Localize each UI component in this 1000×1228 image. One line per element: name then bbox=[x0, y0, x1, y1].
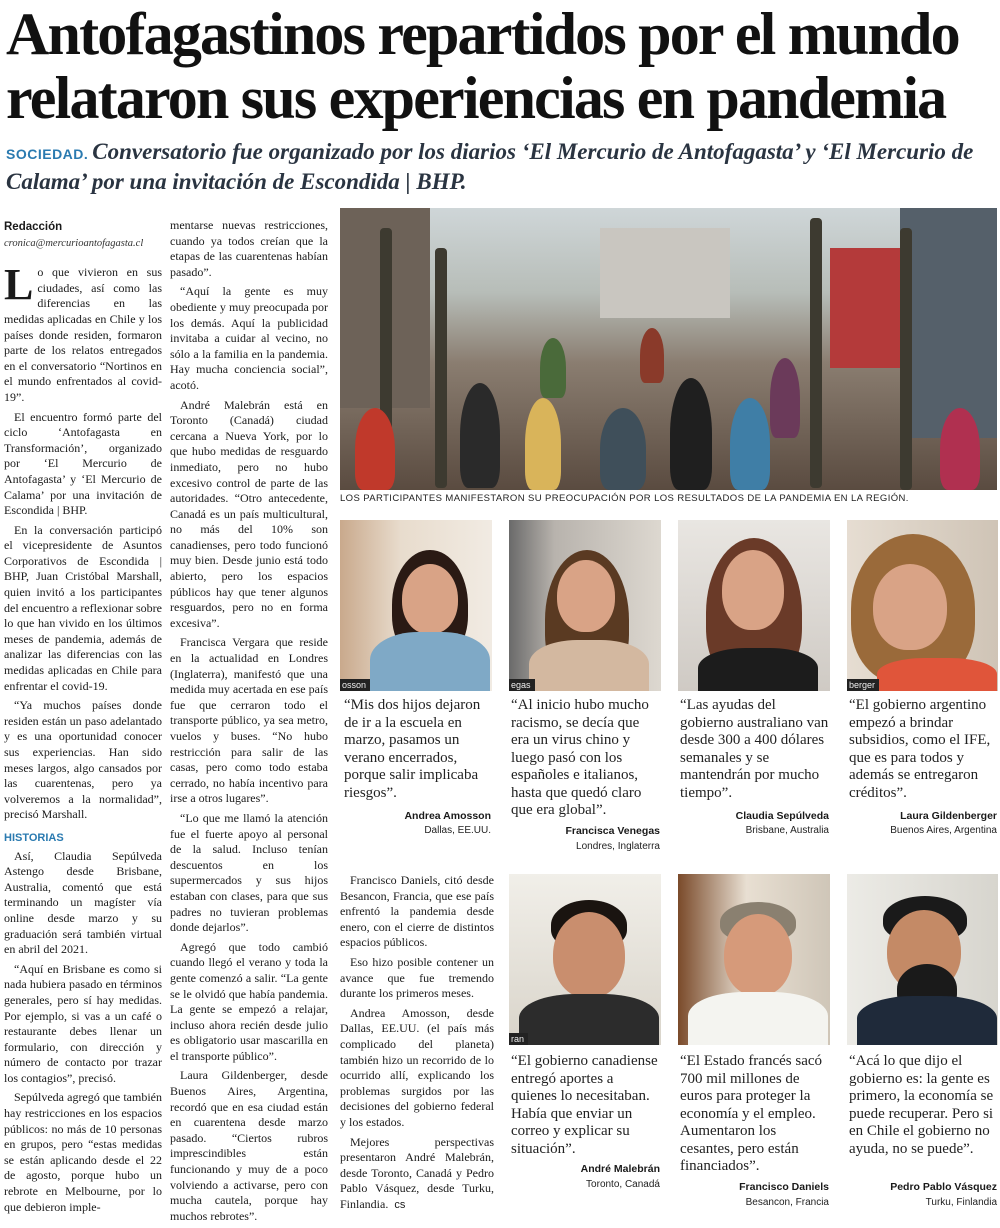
byline-email: cronica@mercurioantofagasta.cl bbox=[4, 237, 144, 249]
paragraph: “Ya muchos países donde residen están un paso adelantado y es una oportunidad conocer sus experiencias. Han sido meses largos, algo cansados por las cuarentenas, pero ya volveremos a la normalidad”, precisó Marshall. bbox=[4, 698, 162, 822]
quote-author-name: Francisca Venegas bbox=[565, 825, 660, 837]
article-column-2 bbox=[170, 218, 328, 1228]
paragraph: Laura Gildenberger, desde Buenos Aires, Argentina, recordó que en esa ciudad están en cuarentena desde marzo pasado. “Ciertos rubros imprescindibles están funcionando y muy de a poco volviendo a activarse, pero con mucha cautela, porque hay muchos rebrotes”. bbox=[170, 1068, 328, 1223]
paragraph: Agregó que todo cambió cuando llegó el verano y toda la gente comenzó a salir. “La gente se le olvidó que había pandemia. La gente se empezó a relajar, incluso ahora recién desde julio es obligatorio usar mascarilla en el transporte público”. bbox=[170, 939, 328, 1063]
paragraph: André Malebrán está en Toronto (Canadá) ciudad cercana a Nueva York, por lo que hubo medidas de resguardo inmediato, pero no hubo excesivo control de parte de las autoridades. “Otro antecedente, Canadá es un país multicultural, no más del 10% son canadienses, pero todo funcionó muy bien. Desde junio está todo abierto, pero los espacios públicos hay que tener algunos resguardos, pero no en forma excesiva”. bbox=[170, 397, 328, 630]
paragraph: Francisca Vergara que reside en la actualidad en Londres (Inglaterra), manifestó que una medida muy acertada en ese país fue que cerraron todo el transporte público, ya sea metro, vuelos y buses. “No hubo restricción para salir de las casas, pero como todo estaba cerrado, no había incentivo para irse a otros lugares”. bbox=[170, 635, 328, 806]
paragraph: “Lo que me llamó la atención fue el fuerte apoyo al personal de la salud. Incluso tenían descuentos en los supermercados y sus hijos estaban con clases, para que sus padres no tuvieran problemas donde dejarlos”. bbox=[170, 810, 328, 935]
pull-quote: “El Estado francés sacó 700 mil millones de euros para proteger la economía y el empleo. Aumentaron los cesantes, pero están financiados”. bbox=[680, 1053, 823, 1174]
quote-author-name: Laura Gildenberger bbox=[900, 810, 997, 822]
pull-quote: “Mis dos hijos dejaron de ir a la escuela en marzo, pasamos un verano encerrados, porque salir implicaba riesgos”. bbox=[344, 697, 481, 801]
subheading-text: Conversatorio fue organizado por los diarios ‘El Mercurio de Antofagasta’ y ‘El Mercurio de Calama’ por una invitación de Escondida | BHP. bbox=[6, 139, 974, 194]
video-name-tag: egas bbox=[509, 679, 535, 691]
subsection-heading: HISTORIAS bbox=[4, 831, 64, 844]
crowd-street-photo bbox=[340, 208, 997, 490]
pull-quote: “El gobierno argentino empezó a brindar subsidios, como el IFE, que es para todos y además se entregaron créditos”. bbox=[849, 697, 991, 801]
pull-quote: “Las ayudas del gobierno australiano van desde 300 a 400 dólares semanales y se mantendrán por mucho tiempo”. bbox=[680, 697, 829, 801]
quote-author-location: Turku, Finlandia bbox=[925, 1197, 997, 1208]
paragraph: Eso hizo posible contener un avance que fue tremendo durante los primeros meses. bbox=[340, 954, 494, 1001]
video-name-tag: berger bbox=[847, 679, 879, 691]
quote-author-name: Pedro Pablo Vásquez bbox=[890, 1181, 997, 1193]
paragraph: El encuentro formó parte del ciclo ‘Antofagasta en Transformación’, organizado por ‘El Mercurio de Antofagasta’ y ‘El Mercurio de Calama’ por una invitación de Escondida | BHP. bbox=[4, 409, 162, 518]
quote-author-name: Andrea Amosson bbox=[404, 810, 491, 822]
pull-quote: “El gobierno canadiense entregó aportes a quienes lo necesitaban. Había que enviar un correo y explicar su situación”. bbox=[511, 1053, 658, 1157]
paragraph-text: Mejores perspectivas presentaron André Malebrán, desde Toronto, Canadá y Pedro Pablo Vásquez, desde Turku, Finlandia. bbox=[340, 1134, 494, 1211]
subheading bbox=[6, 138, 986, 195]
pull-quote: “Al inicio hubo mucho racismo, se decía que era un virus chino y luego pasó con los españoles e italianos, hasta que quedó claro que era global”. bbox=[511, 697, 649, 818]
paragraph: Lo que vivieron en sus ciudades, así como las diferencias en las medidas aplicadas en Chile y los países donde residen, formaron parte de los relatos entregados en el conversatorio “Nortinos en el mundo enfrentados al covid-19”. bbox=[4, 260, 162, 404]
quote-author-location: Besancon, Francia bbox=[745, 1197, 829, 1208]
headline: Antofagastinos repartidos por el mundo relataron sus experiencias en pandemia bbox=[6, 1, 959, 131]
quote-author-name: Francisco Daniels bbox=[739, 1181, 829, 1193]
quote-author-location: Londres, Inglaterra bbox=[576, 841, 660, 852]
portrait-claudia-sepulveda bbox=[678, 520, 830, 691]
portrait-pedro-pablo-vasquez bbox=[847, 874, 998, 1045]
portrait-andre-malebran bbox=[509, 874, 661, 1045]
section-tag: SOCIEDAD. bbox=[6, 146, 89, 162]
article-column-3 bbox=[340, 873, 494, 1217]
quote-author-location: Dallas, EE.UU. bbox=[424, 825, 491, 836]
end-mark: cs bbox=[394, 1198, 406, 1211]
article-column-1 bbox=[4, 220, 162, 1219]
paragraph: mentarse nuevas restricciones, cuando ya todos creían que la etapas de las cuarentenas habían pasado”. bbox=[170, 218, 328, 279]
video-name-tag: osson bbox=[340, 679, 370, 691]
paragraph: En la conversación participó el vicepresidente de Asuntos Corporativos de Escondida | BHP, Juan Cristóbal Marshall, quien invitó a los participantes del encuentro a reflexionar sobre lo que han vivido en los últimos meses de pandemia, además de analizar las diferencias con las medidas aplicadas en Chile para enfrentar el covid-19. bbox=[4, 522, 162, 693]
paragraph: “Aquí la gente es muy obediente y muy preocupada por los demás. Aquí la publicidad invitaba a cuidar al vecino, no sólo a la familia en la pandemia. Hay mucha conciencia social”, acotó. bbox=[170, 284, 328, 392]
pull-quote: “Acá lo que dijo el gobierno es: la gente es primero, la economía se puede recuperar. Pero si en Chile el gobierno no ayuda, no se puede”. bbox=[849, 1053, 994, 1157]
paragraph: “Aquí en Brisbane es como si nada hubiera pasado en términos generales, pero sí hay medidas. Por ejemplo, si vas a un café o restaurante debes llenar un formulario, con dirección y número de contacto por trazar los contagios”, precisó. bbox=[4, 961, 162, 1085]
quote-author-location: Toronto, Canadá bbox=[586, 1179, 660, 1190]
portrait-andrea-amosson bbox=[340, 520, 492, 691]
portrait-francisco-daniels bbox=[678, 874, 830, 1045]
quote-author-location: Buenos Aires, Argentina bbox=[890, 825, 997, 836]
quote-author-name: Claudia Sepúlveda bbox=[735, 810, 829, 822]
paragraph: Andrea Amosson, desde Dallas, EE.UU. (el país más complicado del planeta) también hizo un recorrido de lo ocurrido allí, explicando los problemas surgidos por las decisiones del gobierno federal y los estados. bbox=[340, 1005, 494, 1129]
video-name-tag: ran bbox=[509, 1033, 528, 1045]
paragraph: Así, Claudia Sepúlveda Astengo desde Brisbane, Australia, comentó que está terminando un magíster vía online desde marzo y su graduación será también virtual en abril del 2021. bbox=[4, 848, 162, 957]
portrait-laura-gildenberger bbox=[847, 520, 998, 691]
photo-caption: LOS PARTICIPANTES MANIFESTARON SU PREOCUPACIÓN POR LOS RESULTADOS DE LA PANDEMIA EN LA REGIÓN. bbox=[340, 493, 909, 504]
quote-author-location: Brisbane, Australia bbox=[745, 825, 829, 836]
paragraph bbox=[340, 1135, 494, 1214]
byline-author: Redacción bbox=[4, 221, 63, 233]
paragraph: Francisco Daniels, citó desde Besancon, Francia, que ese país enfrentó la pandemia desde enero, con el cierre de distintos espacios públicos. bbox=[340, 873, 494, 950]
portrait-francisca-venegas bbox=[509, 520, 661, 691]
quote-author-name: André Malebrán bbox=[580, 1163, 660, 1175]
paragraph: Sepúlveda agregó que también hay restricciones en los espacios públicos: no más de 10 personas en grupos, pero “estas medidas se están aplicando desde el 22 de agosto, porque hubo un rebrote en Melbourne, por lo que debieron imple- bbox=[4, 1090, 162, 1214]
